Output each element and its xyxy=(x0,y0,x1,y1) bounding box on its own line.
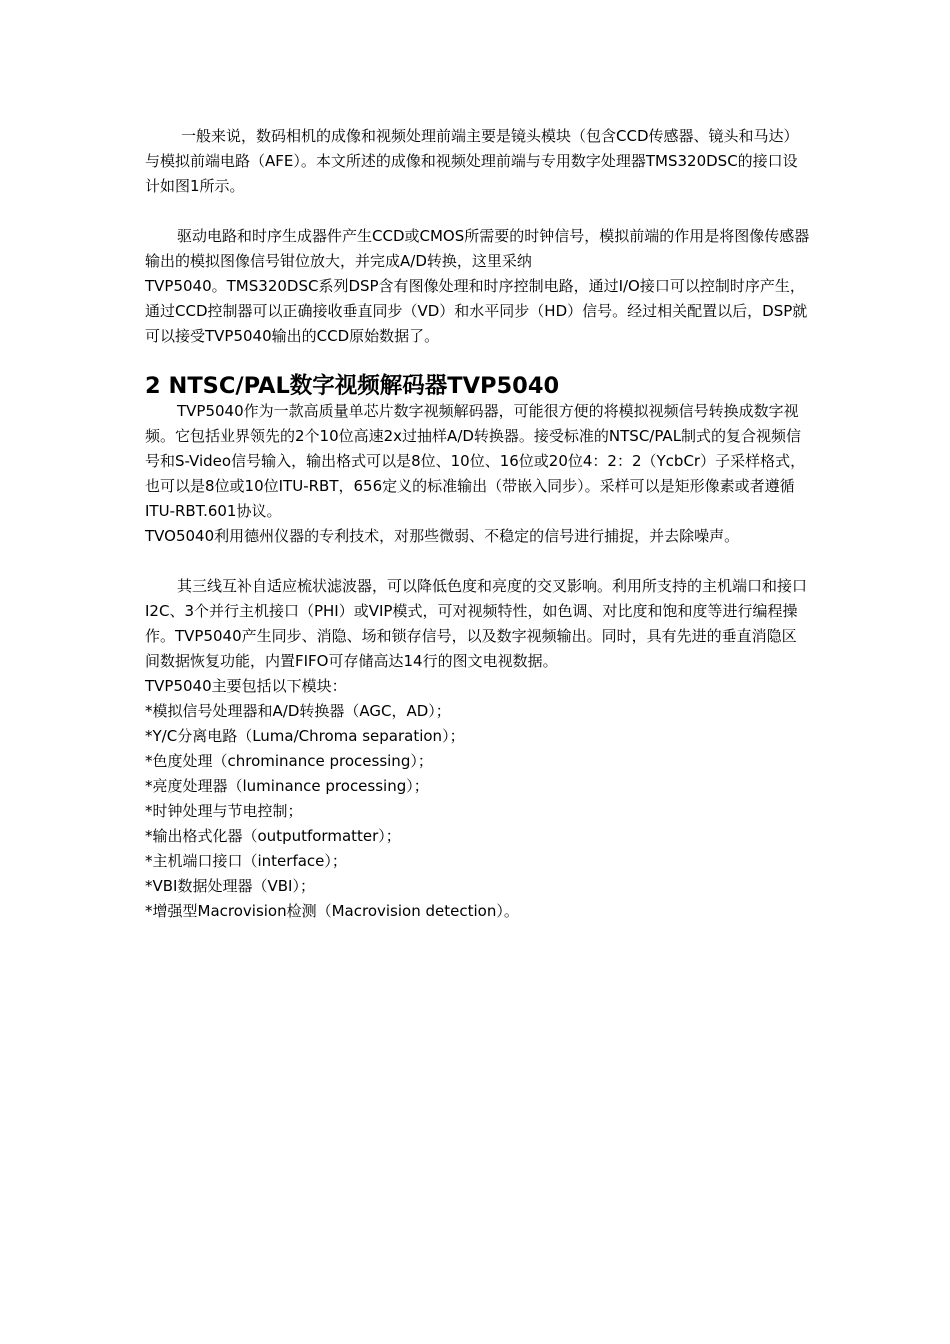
document-page xyxy=(145,124,810,924)
list-item: *主机端口接口（interface）； xyxy=(145,852,347,870)
list-item: *增强型Macrovision检测（Macrovision detection）。 xyxy=(145,902,519,920)
intro-paragraph-2: 驱动电路和时序生成器件产生CCD或CMOS所需要的时钟信号，模拟前端的作用是将图像传感器输出的模拟图像信号钳位放大，并完成A/D转换，这里采纳 xyxy=(145,227,810,270)
list-item: *亮度处理器（luminance processing）； xyxy=(145,777,429,795)
paragraph-spacer xyxy=(145,549,810,574)
intro-paragraph-1: 一般来说，数码相机的成像和视频处理前端主要是镜头模块（包含CCD传感器、镜头和马达）与模拟前端电路（AFE）。本文所述的成像和视频处理前端与专用数字处理器TMS320DSC的接口设计如图1所示。 xyxy=(145,127,799,195)
list-item: *模拟信号处理器和A/D转换器（AGC，AD）； xyxy=(145,702,451,720)
list-item: *输出格式化器（outputformatter）； xyxy=(145,827,401,845)
section-heading: 2 NTSC/PAL数字视频解码器TVP5040 xyxy=(145,373,560,399)
modules-list xyxy=(145,699,810,924)
list-item: *Y/C分离电路（Luma/Chroma separation）； xyxy=(145,727,465,745)
list-item: *色度处理（chrominance processing）； xyxy=(145,752,433,770)
modules-intro: TVP5040主要包括以下模块： xyxy=(145,677,347,695)
intro-paragraph-2-continued: TVP5040。TMS320DSC系列DSP含有图像处理和时序控制电路，通过I/O接口可以控制时序产生，通过CCD控制器可以正确接收垂直同步（VD）和水平同步（HD）信号。经过相关配置以后，DSP就可以接受TVP5040输出的CCD原始数据了。 xyxy=(145,277,808,345)
list-item: *时钟处理与节电控制； xyxy=(145,802,303,820)
paragraph-spacer xyxy=(145,349,810,374)
list-item: *VBI数据处理器（VBI）； xyxy=(145,877,315,895)
paragraph-spacer xyxy=(145,199,810,224)
section-paragraph-2: 其三线互补自适应梳状滤波器，可以降低色度和亮度的交叉影响。利用所支持的主机端口和接口I2C、3个并行主机接口（PHI）或VIP模式，可对视频特性，如色调、对比度和饱和度等进行编程操作。TVP5040产生同步、消隐、场和锁存信号，以及数字视频输出。同时，具有先进的垂直消隐区间数据恢复功能，内置FIFO可存储高达14行的图文电视数据。 xyxy=(145,577,808,670)
section-paragraph-1-continued: TVO5040利用德州仪器的专利技术，对那些微弱、不稳定的信号进行捕捉，并去除噪声。 xyxy=(145,527,740,545)
section-paragraph-1: TVP5040作为一款高质量单芯片数字视频解码器，可能很方便的将模拟视频信号转换成数字视频。它包括业界领先的2个10位高速2x过抽样A/D转换器。接受标准的NTSC/PAL制式的复合视频信号和S-Video信号输入，输出格式可以是8位、10位、16位或20位4：2：2（YcbCr）子采样格式，也可以是8位或10位ITU-RBT，656定义的标准输出（带嵌入同步）。采样可以是矩形像素或者遵循ITU-RBT.601协议。 xyxy=(145,402,806,520)
